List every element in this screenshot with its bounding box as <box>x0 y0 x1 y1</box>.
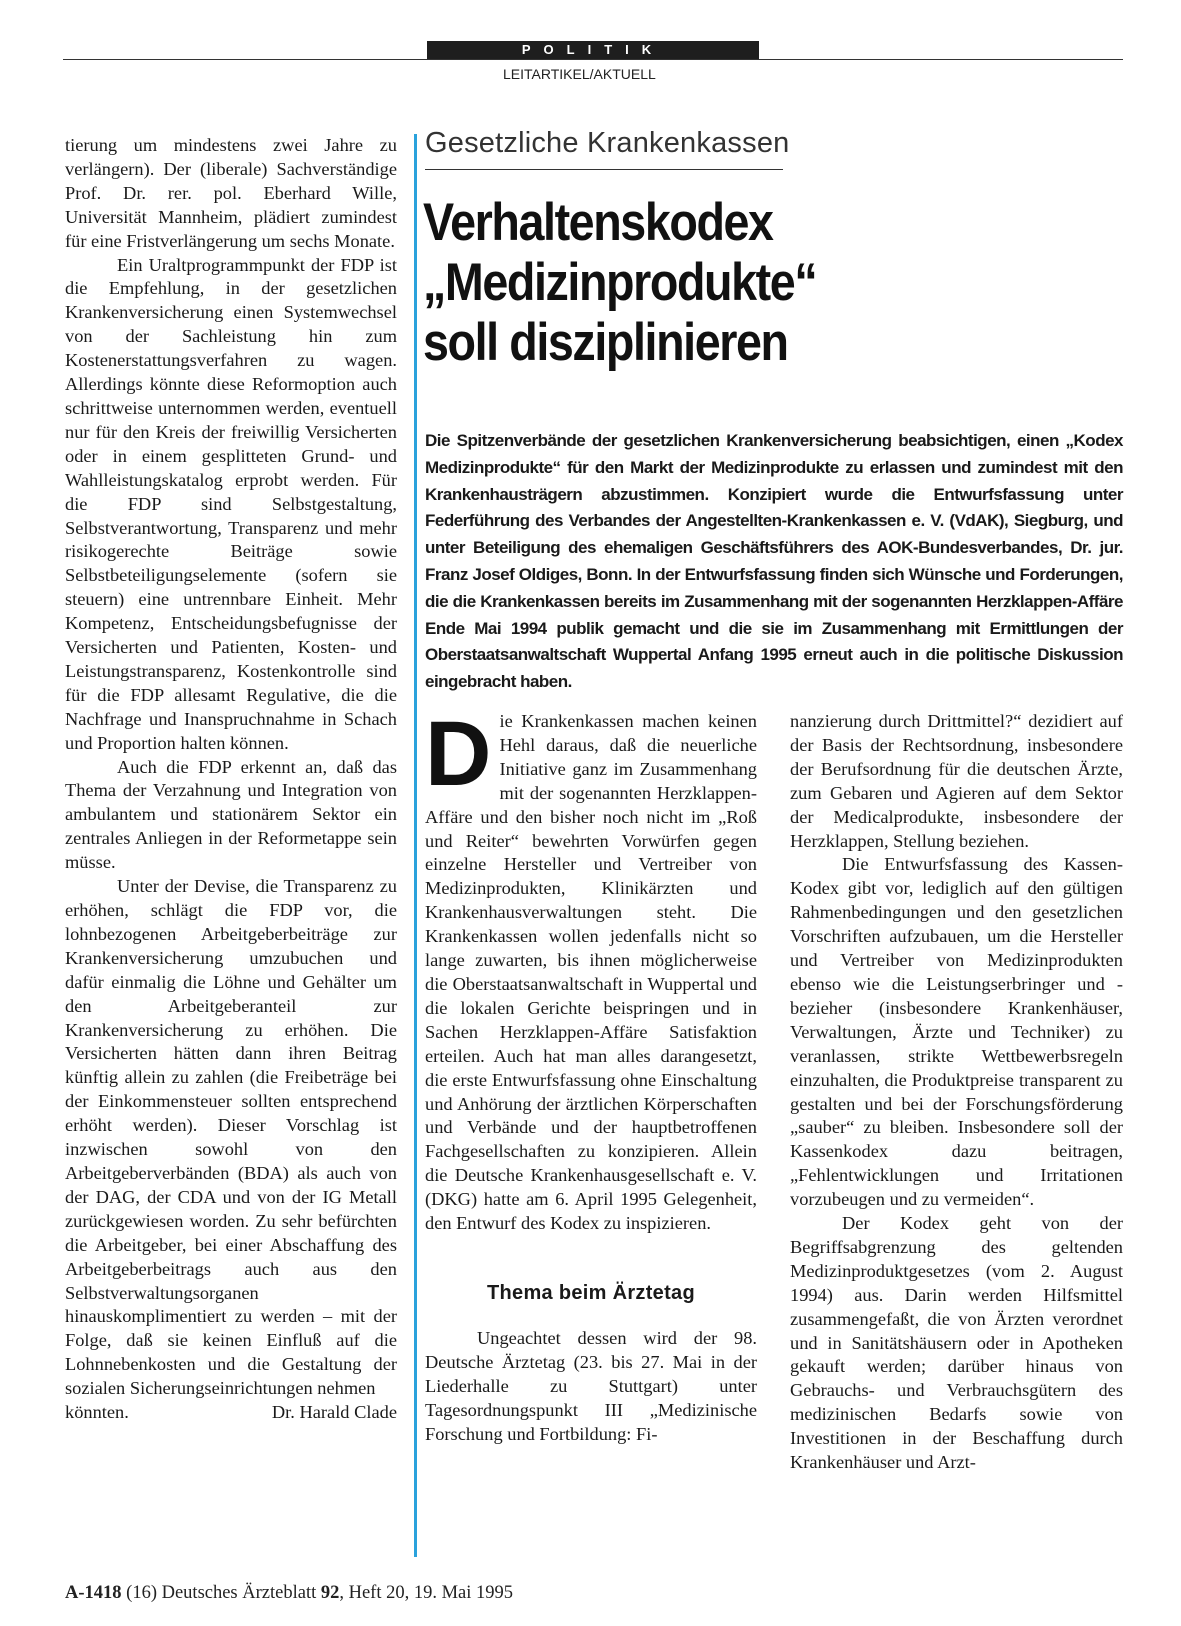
right-paragraph: Die Entwurfsfassung des Kassen-Kodex gibt vor, lediglich auf den gültigen Rahmenbedingungen und den gesetzlichen Vorschriften aufzubauen, um die Hersteller und Vertreiber von Medizinprodukten ebenso wie die Leistungserbringer und -bezieher (insbesondere Krankenhäuser, Verwaltungen, Ärzte und Techniker) zu veranlassen, strikte Wettbewerbsregeln einzuhalten, die Produktpreise transparent zu gestalten und bei der Forschungsförderung „sauber“ zu bleiben. Insbesondere soll der Kassenkodex dazu beitragen, „Fehlentwicklungen und Irritationen vorzubeugen und zu vermeiden“. <box>790 854 1123 1210</box>
right-paragraph: nanzierung durch Drittmittel?“ dezidiert auf der Basis der Rechtsordnung, insbesondere der Berufsordnung für die deutschen Ärzte, zum Gebaren und Agieren auf dem Sektor der Medicalprodukte, insbesondere der Herzklappen, Stellung beziehen. <box>790 711 1123 851</box>
section-label: POLITIK <box>427 41 759 59</box>
left-paragraph: Auch die FDP erkennt an, daß das Thema der Verzahnung und Integration von ambulantem und stationärem Sektor ein zentrales Anliegen in der Reformetappe sein müsse. <box>65 756 397 873</box>
kicker-underline <box>425 169 783 170</box>
middle-paragraph: Ungeachtet dessen wird der 98. Deutsche Ärztetag (23. bis 27. Mai in der Liederhalle zu Stuttgart) unter Tagesordnungspunkt III „Medizinische Forschung und Fortbildung: Fi- <box>425 1327 757 1444</box>
subsection-label: LEITARTIKEL/AKTUELL <box>503 66 656 82</box>
closing-word: könnten. <box>65 1402 129 1423</box>
page-footer <box>65 1583 513 1604</box>
drop-cap: D <box>425 703 492 805</box>
left-column <box>65 134 397 1425</box>
header-rule <box>63 59 1123 60</box>
middle-column <box>425 703 757 1446</box>
left-paragraph: tierung um mindestens zwei Jahre zu verlängern). Der (liberale) Sachverständige Prof. Dr. rer. pol. Eberhard Wille, Universität Mannheim, plädiert zumindest für eine Fristverlängerung um sechs Monate. <box>65 135 397 251</box>
headline-line: „Medizinprodukte“ <box>423 253 817 312</box>
right-column <box>790 710 1123 1475</box>
headline-line: Verhaltenskodex <box>423 193 773 252</box>
opening-paragraph <box>425 703 757 1236</box>
left-paragraph: Unter der Devise, die Transparenz zu erhöhen, schlägt die FDP vor, die lohnbezogenen Arbeitgeberbeiträge zur Krankenversicherung umzubuchen und dafür einmalig die Löhne und Gehälter um den Arbeitgeberanteil zur Krankenversicherung zu erhöhen. Die Versicherten hätten dann ihren Beitrag künftig allein zu zahlen (die Freibeträge bei der Einkommensteuer sollten entsprechend erhöht werden). Dieser Vorschlag ist inzwischen sowohl von den Arbeitgeberverbänden (BDA) als auch von der DAG, der CDA und von der IG Metall zurückgewiesen worden. Zu sehr befürchten die Arbeitgeber, bei einer Abschaffung des Arbeitgeberbeitrags auch aus den Selbstverwaltungsorganen hinauskomplimentiert zu werden – mit der Folge, daß sie keinen Einfluß auf die Lohnnebenkosten und die Gestaltung der sozialen Sicherungseinrichtungen nehmen <box>65 876 397 1399</box>
article-kicker: Gesetzliche Krankenkassen <box>425 127 790 159</box>
accent-rule <box>414 134 417 1557</box>
opening-text: ie Krankenkassen machen keinen Hehl daraus, daß die neuerliche Initiative ganz im Zusammenhang mit der sogenannten Herzklappen-Affäre und den bisher noch nicht im „Roß und Reiter“ bewehrten Vorwürfen gegen einzelne Hersteller und Vertreiber von Medizinprodukten, Klinikärzten und Krankenhausverwaltungen steht. Die Krankenkassen wollen jedenfalls nicht so lange zuwarten, bis ihnen möglicherweise die Oberstaatsanwaltschaft in Wuppertal und die lokalen Gerichte beispringen und in Sachen Herzklappen-Affäre Satisfaktion erteilen. Auch hat man alles darangesetzt, die erste Entwurfsfassung ohne Einschaltung und Anhörung der ärztlichen Körperschaften und Verbände und der hauptbetroffenen Fachgesellschaften zu konzipieren. Allein die Deutsche Krankenhausgesellschaft e. V. (DKG) hatte am 6. April 1995 Gelegenheit, den Entwurf des Kodex zu inspizieren. <box>425 711 757 1234</box>
headline-line: soll disziplinieren <box>423 313 788 372</box>
footer-volume: 92 <box>320 1583 340 1603</box>
article-lead: Die Spitzenverbände der gesetzlichen Krankenversicherung beabsichtigen, einen „Kodex Medizinprodukte“ für den Markt der Medizinprodukte zu erlassen und zumindest mit den Krankenhausträgern abzustimmen. Konzipiert wurde die Entwurfsfassung unter Federführung des Verbandes der Angestellten-Krankenkassen e. V. (VdAK), Siegburg, und unter Beteiligung des ehemaligen Geschäftsführers des AOK-Bundesverbandes, Dr. jur. Franz Josef Oldiges, Bonn. In der Entwurfsfassung finden sich Wünsche und Forderungen, die die Krankenkassen bereits im Zusammenhang mit der sogenannten Herzklappen-Affäre Ende Mai 1994 publik gemacht und die sie im Zusammenhang mit Ermittlungen der Oberstaatsanwaltschaft Wuppertal Anfang 1995 erneut auch in die politische Diskussion eingebracht haben. <box>425 431 1123 692</box>
author-name: Dr. Harald Clade <box>271 1402 397 1423</box>
footer-issue: , Heft 20, 19. Mai 1995 <box>339 1583 514 1603</box>
footer-source: (16) Deutsches Ärzteblatt <box>126 1583 317 1603</box>
subheading: Thema beim Ärztetag <box>487 1281 695 1304</box>
left-paragraph: Ein Uraltprogrammpunkt der FDP ist die Empfehlung, in der gesetzlichen Krankenversicherung einen Systemwechsel von der Sachleistung hin zum Kostenerstattungsverfahren zu wagen. Allerdings könnte diese Reformoption auch schrittweise unternommen werden, eventuell nur für den Kreis der freiwillig Versicherten oder in einem gesplitteten Grund- und Wahlleistungskatalog erprobt werden. Für die FDP sind Selbstgestaltung, Selbstverantwortung, Transparenz und mehr risikogerechte Beiträge sowie Selbstbeteiligungselemente (sofern sie steuern) eine untrennbare Einheit. Mehr Kompetenz, Entscheidungsbefugnisse der Versicherten und Patienten, Kosten- und Leistungstransparenz, Kostenkontrolle sind für die FDP allesamt Regulative, die die Nachfrage und Inanspruchnahme in Schach und Proportion halten können. <box>65 254 397 753</box>
signature-line <box>65 1401 397 1425</box>
article-headline <box>423 193 1039 373</box>
page-number: A-1418 <box>65 1583 122 1603</box>
right-paragraph: Der Kodex geht von der Begriffsabgrenzung des geltenden Medizinproduktgesetzes (vom 2. August 1994) aus. Darin werden Hilfsmittel zusammengefaßt, die von Ärzten verordnet und in Sanitätshäusern oder in Apotheken gekauft werden; darüber hinaus von Gebrauchs- und Verbrauchsgütern des medizinischen Bedarfs sowie von Investitionen in der Beschaffung durch Krankenhäuser und Arzt- <box>790 1213 1123 1473</box>
